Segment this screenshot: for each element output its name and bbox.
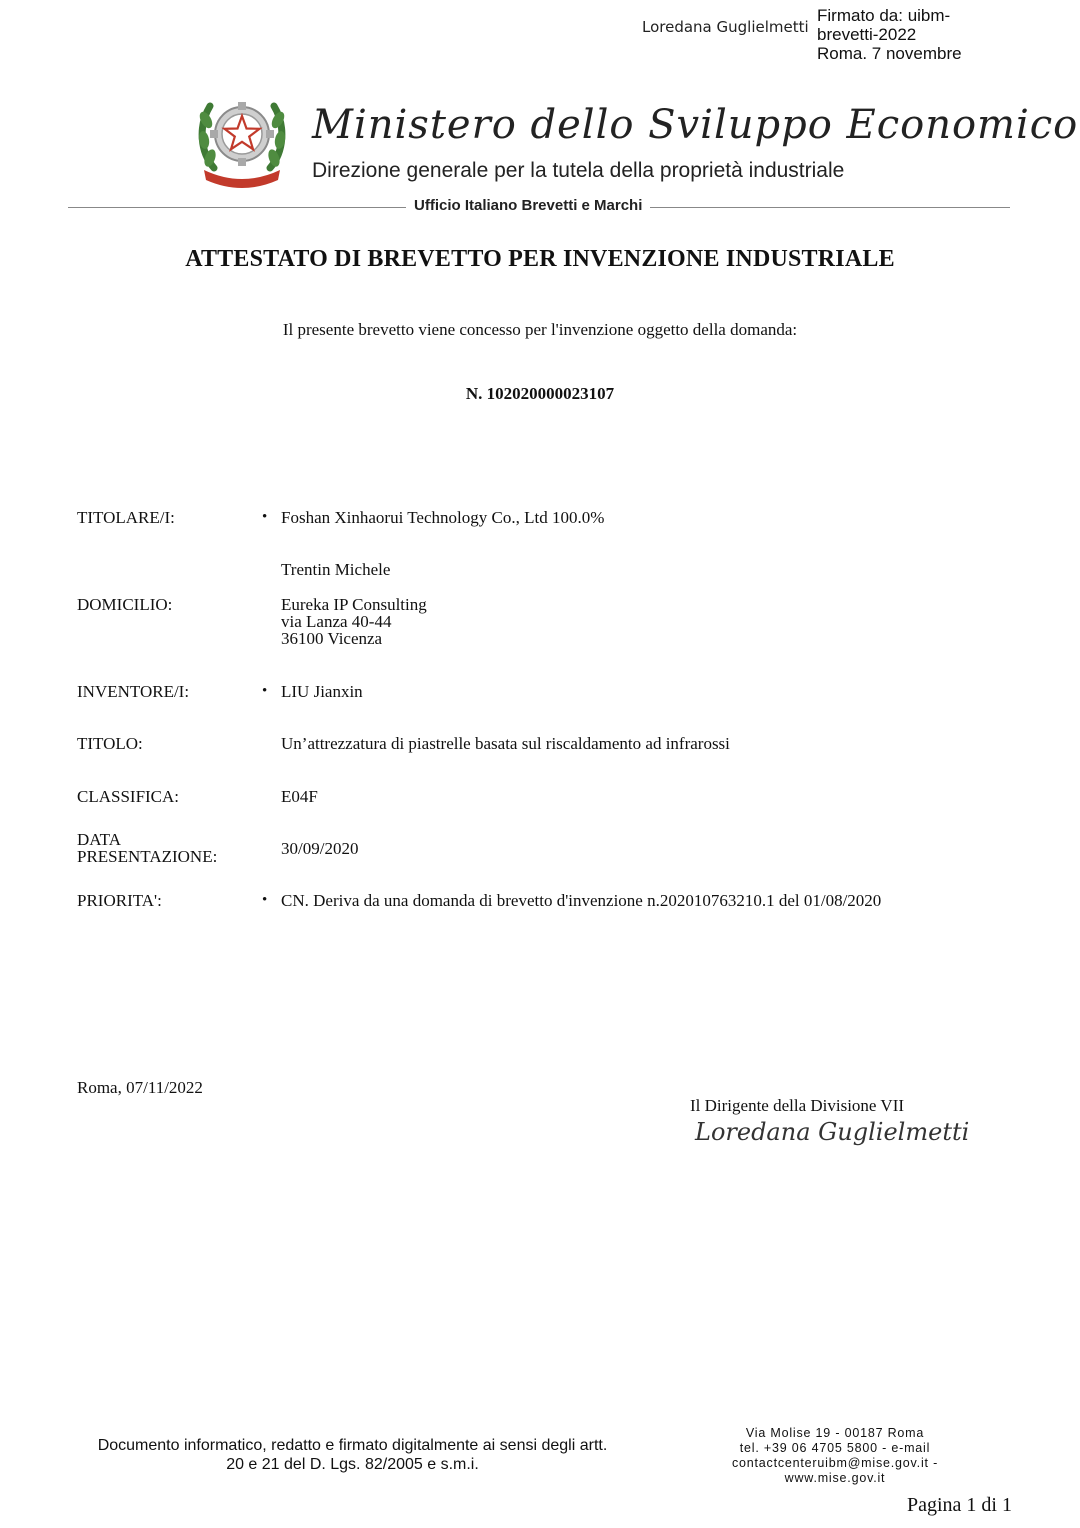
classifica-label: CLASSIFICA: bbox=[77, 787, 180, 806]
priorita-label: PRIORITA': bbox=[77, 891, 162, 910]
bullet: • bbox=[262, 509, 268, 525]
titolare-label: TITOLARE/I: bbox=[77, 508, 175, 527]
titolare-value: Foshan Xinhaorui Technology Co., Ltd 100.0% bbox=[281, 508, 605, 527]
footer-contact bbox=[700, 1426, 970, 1486]
ministry-name: Ministero dello Sviluppo Economico bbox=[312, 102, 1079, 148]
handwritten-signature: Loredana Guglielmetti bbox=[695, 1118, 970, 1146]
domicilio-name: Trentin Michele bbox=[281, 560, 391, 579]
footer-email: contactcenteruibm@mise.gov.it - bbox=[731, 1456, 939, 1470]
domicilio-label: DOMICILIO: bbox=[77, 595, 173, 614]
titolo-value: Un’attrezzatura di piastrelle basata sul riscaldamento ad infrarossi bbox=[281, 734, 730, 753]
signed-by-line1: Firmato da: uibm- bbox=[817, 6, 951, 25]
bullet: • bbox=[262, 683, 268, 699]
signer-name-stamp: Loredana Guglielmetti bbox=[642, 18, 809, 36]
footer-left-line2: 20 e 21 del D. Lgs. 82/2005 e s.m.i. bbox=[226, 1456, 479, 1473]
domicilio-line3: 36100 Vicenza bbox=[281, 629, 383, 648]
inventore-label: INVENTORE/I: bbox=[77, 682, 190, 701]
digital-signature-info bbox=[817, 6, 962, 63]
footer-left-line1: Documento informatico, redatto e firmato digitalmente ai sensi degli artt. bbox=[97, 1437, 608, 1454]
page-number: Pagina 1 di 1 bbox=[907, 1494, 1012, 1516]
place-date: Roma, 07/11/2022 bbox=[77, 1078, 203, 1097]
data-label-line2: PRESENTAZIONE: bbox=[77, 847, 218, 866]
inventore-value: LIU Jianxin bbox=[281, 682, 363, 701]
direzione-generale: Direzione generale per la tutela della proprietà industriale bbox=[312, 159, 845, 182]
footer-legal-note bbox=[60, 1436, 645, 1474]
bullet: • bbox=[262, 892, 268, 908]
signer-role: Il Dirigente della Divisione VII bbox=[690, 1096, 905, 1115]
ufficio-name: Ufficio Italiano Brevetti e Marchi bbox=[406, 197, 650, 214]
titolo-label: TITOLO: bbox=[77, 734, 143, 753]
patent-number: N. 102020000023107 bbox=[465, 384, 615, 403]
signed-by-line2: brevetti-2022 bbox=[817, 25, 917, 44]
footer-website: www.mise.gov.it bbox=[784, 1471, 886, 1485]
domicilio-line1: Eureka IP Consulting bbox=[281, 595, 427, 614]
priorita-value: CN. Deriva da una domanda di brevetto d'invenzione n.202010763210.1 del 01/08/2020 bbox=[281, 891, 882, 910]
data-value: 30/09/2020 bbox=[281, 839, 359, 858]
signed-place-date: Roma. 7 novembre bbox=[817, 44, 962, 63]
classifica-value: E04F bbox=[281, 787, 318, 806]
document-title: ATTESTATO DI BREVETTO PER INVENZIONE INDUSTRIALE bbox=[185, 246, 895, 272]
domicilio-line2: via Lanza 40-44 bbox=[281, 612, 392, 631]
italian-emblem-icon bbox=[196, 90, 288, 188]
footer-phone: tel. +39 06 4705 5800 - e-mail bbox=[739, 1441, 931, 1455]
data-label-line1: DATA bbox=[77, 830, 121, 849]
footer-address: Via Molise 19 - 00187 Roma bbox=[745, 1426, 925, 1440]
intro-text: Il presente brevetto viene concesso per l'invenzione oggetto della domanda: bbox=[282, 320, 798, 339]
